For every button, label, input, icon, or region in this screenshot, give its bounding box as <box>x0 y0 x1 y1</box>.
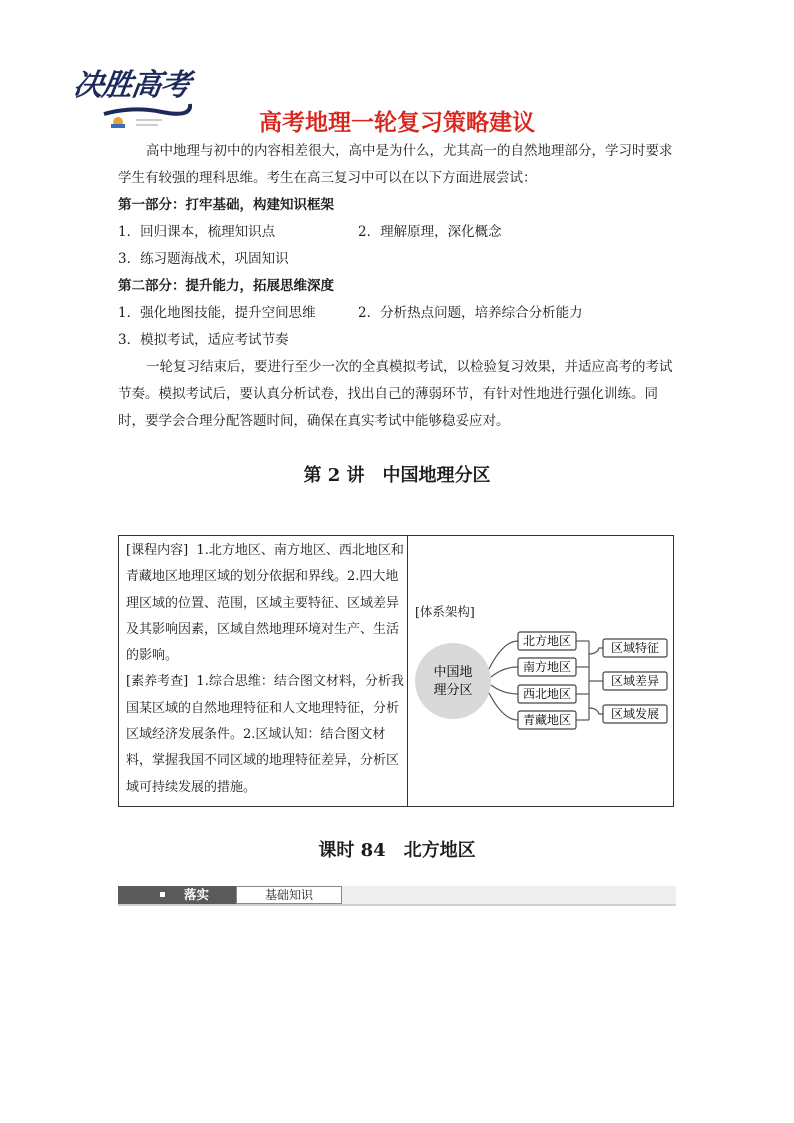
main-title: 高考地理一轮复习策略建议 <box>259 110 535 136</box>
lesson-title: 课时 84 北方地区 <box>318 840 476 861</box>
part1-heading: 第一部分：打牢基础，构建知识框架 <box>118 197 334 213</box>
part1-item-1: 1．回归课本，梳理知识点 <box>118 224 276 240</box>
region-north: 北方地区 <box>522 634 572 648</box>
region-qinghai-tibet: 青藏地区 <box>522 713 572 727</box>
center-line-2: 理分区 <box>433 683 473 698</box>
center-line-1: 中国地 <box>433 665 473 680</box>
part2-item-1: 1．强化地图技能，提升空间思维 <box>118 305 316 321</box>
part2-item-3: 3．模拟考试，适应考试节奏 <box>118 332 289 348</box>
literacy-text: 1.综合思维：结合图文材料，分析我国某区域的自然地理特征和人文地理特征，分析区域经济发展条件。2.区域认知：结合图文材料，掌握我国不同区域的地理特征差异，分析区域可持续发展的措施。 <box>126 674 404 795</box>
course-text: 1.北方地区、南方地区、西北地区和青藏地区地理区域的划分依据和界线。2.四大地理区域的位置、范围，区域主要特征、区域差异及其影响因素，区域自然地理环境对生产、生活的影响。 <box>126 543 404 664</box>
lecture-title: 第 2 讲 中国地理分区 <box>303 465 491 486</box>
region-south: 南方地区 <box>522 660 572 674</box>
part2-item-2: 2．分析热点问题，培养综合分析能力 <box>358 305 583 321</box>
part1-item-3: 3．练习题海战术，巩固知识 <box>118 251 289 267</box>
center-node <box>415 643 491 719</box>
closing-paragraph: 一轮复习结束后，要进行至少一次的全真模拟考试，以检验复习效果，并适应高考的考试节奏。模拟考试后，要认真分析试卷，找出自己的薄弱环节，有针对性地进行强化训练。同时，要学会合理分配答题时间，确保在真实考试中能够稳妥应对。 <box>118 359 673 429</box>
aspect-development: 区域发展 <box>610 707 660 721</box>
literacy-label: [素养考查] <box>126 674 189 690</box>
part2-heading: 第二部分：提升能力，拓展思维深度 <box>118 278 334 294</box>
aspect-differences: 区域差异 <box>610 674 660 688</box>
table-divider <box>407 536 408 806</box>
framework-label: [体系架构] <box>415 604 475 619</box>
region-northwest: 西北地区 <box>522 687 572 701</box>
square-bullet-icon <box>160 892 165 897</box>
intro-paragraph: 高中地理与初中的内容相差很大，高中是为什么，尤其高一的自然地理部分，学习时要求学生有较强的理科思维。考生在高三复习中可以在以下方面进展尝试： <box>118 143 673 186</box>
table-left-cell <box>126 538 404 801</box>
course-label: [课程内容] <box>126 543 189 558</box>
section-bar-dark <box>118 886 236 904</box>
part1-item-2: 2．理解原理，深化概念 <box>358 224 502 240</box>
section-dark-label: 落实 <box>184 887 210 902</box>
section-light-label: 基础知识 <box>236 886 342 904</box>
aspect-features: 区域特征 <box>610 641 660 655</box>
section-bar <box>118 886 676 908</box>
logo-text: 决胜高考 <box>71 68 192 103</box>
course-table <box>118 535 674 807</box>
framework-diagram <box>411 624 673 734</box>
